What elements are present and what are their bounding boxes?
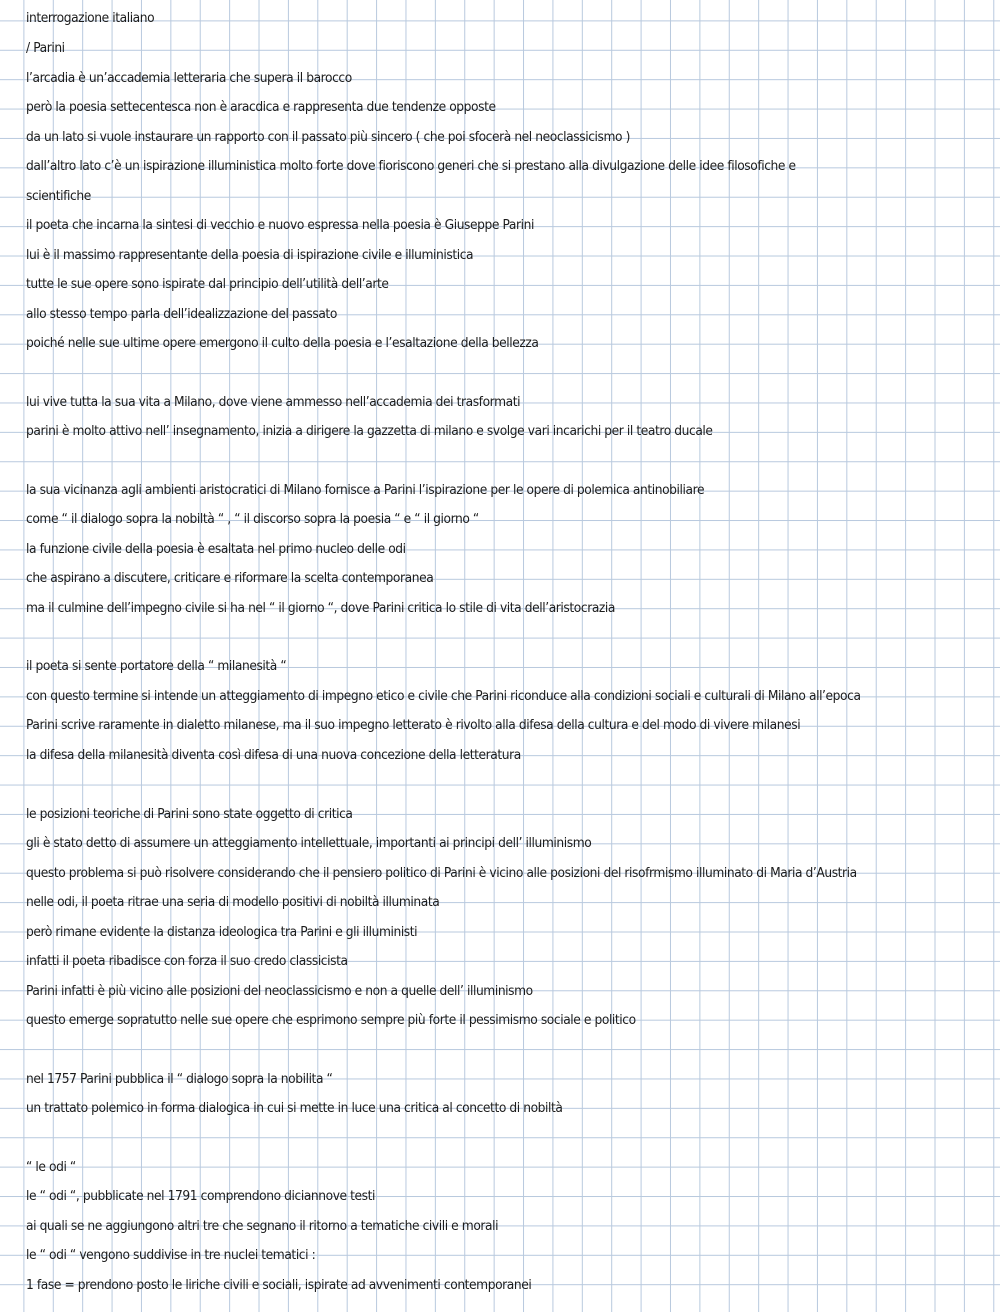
note-line: scientifiche: [26, 189, 91, 204]
note-line: tutte le sue opere sono ispirate dal principio dell’utilità dell’arte: [26, 277, 389, 292]
note-line: però la poesia settecentesca non è aracdica e rappresenta due tendenze opposte: [26, 100, 496, 115]
note-line: 1 fase = prendono posto le liriche civili e sociali, ispirate ad avvenimenti contemporanei: [26, 1278, 532, 1293]
note-line: dall’altro lato c’è un ispirazione illuministica molto forte dove fioriscono generi che si prestano alla divulgazione delle idee filosofiche e: [26, 159, 796, 174]
note-line: che aspirano a discutere, criticare e riformare la scelta contemporanea: [26, 571, 434, 586]
note-line: la sua vicinanza agli ambienti aristocratici di Milano fornisce a Parini l’ispirazione per le opere di polemica antinobiliare: [26, 483, 705, 498]
note-subtitle: / Parini: [26, 41, 65, 56]
note-line: come “ il dialogo sopra la nobiltà “ , “ il discorso sopra la poesia “ e “ il giorno “: [26, 512, 479, 527]
note-line: questo emerge sopratutto nelle sue opere che esprimono sempre più forte il pessimismo sociale e politico: [26, 1013, 636, 1028]
note-line: ai quali se ne aggiungono altri tre che segnano il ritorno a tematiche civili e morali: [26, 1219, 499, 1234]
note-line: le “ odi “ vengono suddivise in tre nuclei tematici :: [26, 1248, 316, 1263]
note-line: le “ odi “, pubblicate nel 1791 comprendono diciannove testi: [26, 1189, 376, 1204]
note-line: Parini infatti è più vicino alle posizioni del neoclassicismo e non a quelle dell’ illuminismo: [26, 984, 533, 999]
note-line: le posizioni teoriche di Parini sono state oggetto di critica: [26, 807, 353, 822]
note-line: ma il culmine dell’impegno civile si ha nel “ il giorno “, dove Parini critica lo stile di vita dell’aristocrazia: [26, 601, 616, 616]
note-line: allo stesso tempo parla dell’idealizzazione del passato: [26, 307, 337, 322]
note-line: con questo termine si intende un atteggiamento di impegno etico e civile che Parini riconduce alla condizioni sociali e culturali di Milano all’epoca: [26, 689, 861, 704]
note-title: interrogazione italiano: [26, 11, 155, 26]
note-line: gli è stato detto di assumere un atteggiamento intellettuale, importanti ai principi dell’ illuminismo: [26, 836, 592, 851]
note-line: lui è il massimo rappresentante della poesia di ispirazione civile e illuministica: [26, 248, 474, 263]
note-line: un trattato polemico in forma dialogica in cui si mette in luce una critica al concetto di nobiltà: [26, 1101, 563, 1116]
note-line: il poeta si sente portatore della “ milanesità “: [26, 659, 287, 674]
note-line: lui vive tutta la sua vita a Milano, dove viene ammesso nell’accademia dei trasformati: [26, 395, 521, 410]
note-line: da un lato si vuole instaurare un rapporto con il passato più sincero ( che poi sfocerà nel neoclassicismo ): [26, 130, 630, 145]
note-line: parini è molto attivo nell’ insegnamento, inizia a dirigere la gazzetta di milano e svolge vari incarichi per il teatro ducale: [26, 424, 713, 439]
note-line: Parini scrive raramente in dialetto milanese, ma il suo impegno letterato è rivolto alla difesa della cultura e del modo di vivere milanesi: [26, 718, 801, 733]
note-line: il poeta che incarna la sintesi di vecchio e nuovo espressa nella poesia è Giuseppe Parini: [26, 218, 534, 233]
note-line: la difesa della milanesità diventa così difesa di una nuova concezione della letteratura: [26, 748, 521, 763]
note-line: infatti il poeta ribadisce con forza il suo credo classicista: [26, 954, 348, 969]
note-line: nel 1757 Parini pubblica il “ dialogo sopra la nobilita “: [26, 1072, 333, 1087]
note-line: la funzione civile della poesia è esaltata nel primo nucleo delle odi: [26, 542, 406, 557]
note-line: poiché nelle sue ultime opere emergono il culto della poesia e l’esaltazione della bellezza: [26, 336, 539, 351]
note-line: l’arcadia è un’accademia letteraria che supera il barocco: [26, 71, 352, 86]
note-line: nelle odi, il poeta ritrae una seria di modello positivi di nobiltà illuminata: [26, 895, 440, 910]
note-line: però rimane evidente la distanza ideologica tra Parini e gli illuministi: [26, 925, 418, 940]
note-line: “ le odi “: [26, 1160, 76, 1175]
note-line: questo problema si può risolvere considerando che il pensiero politico di Parini è vicino alle posizioni del risofrmismo illuminato di Maria d’Austria: [26, 866, 857, 881]
